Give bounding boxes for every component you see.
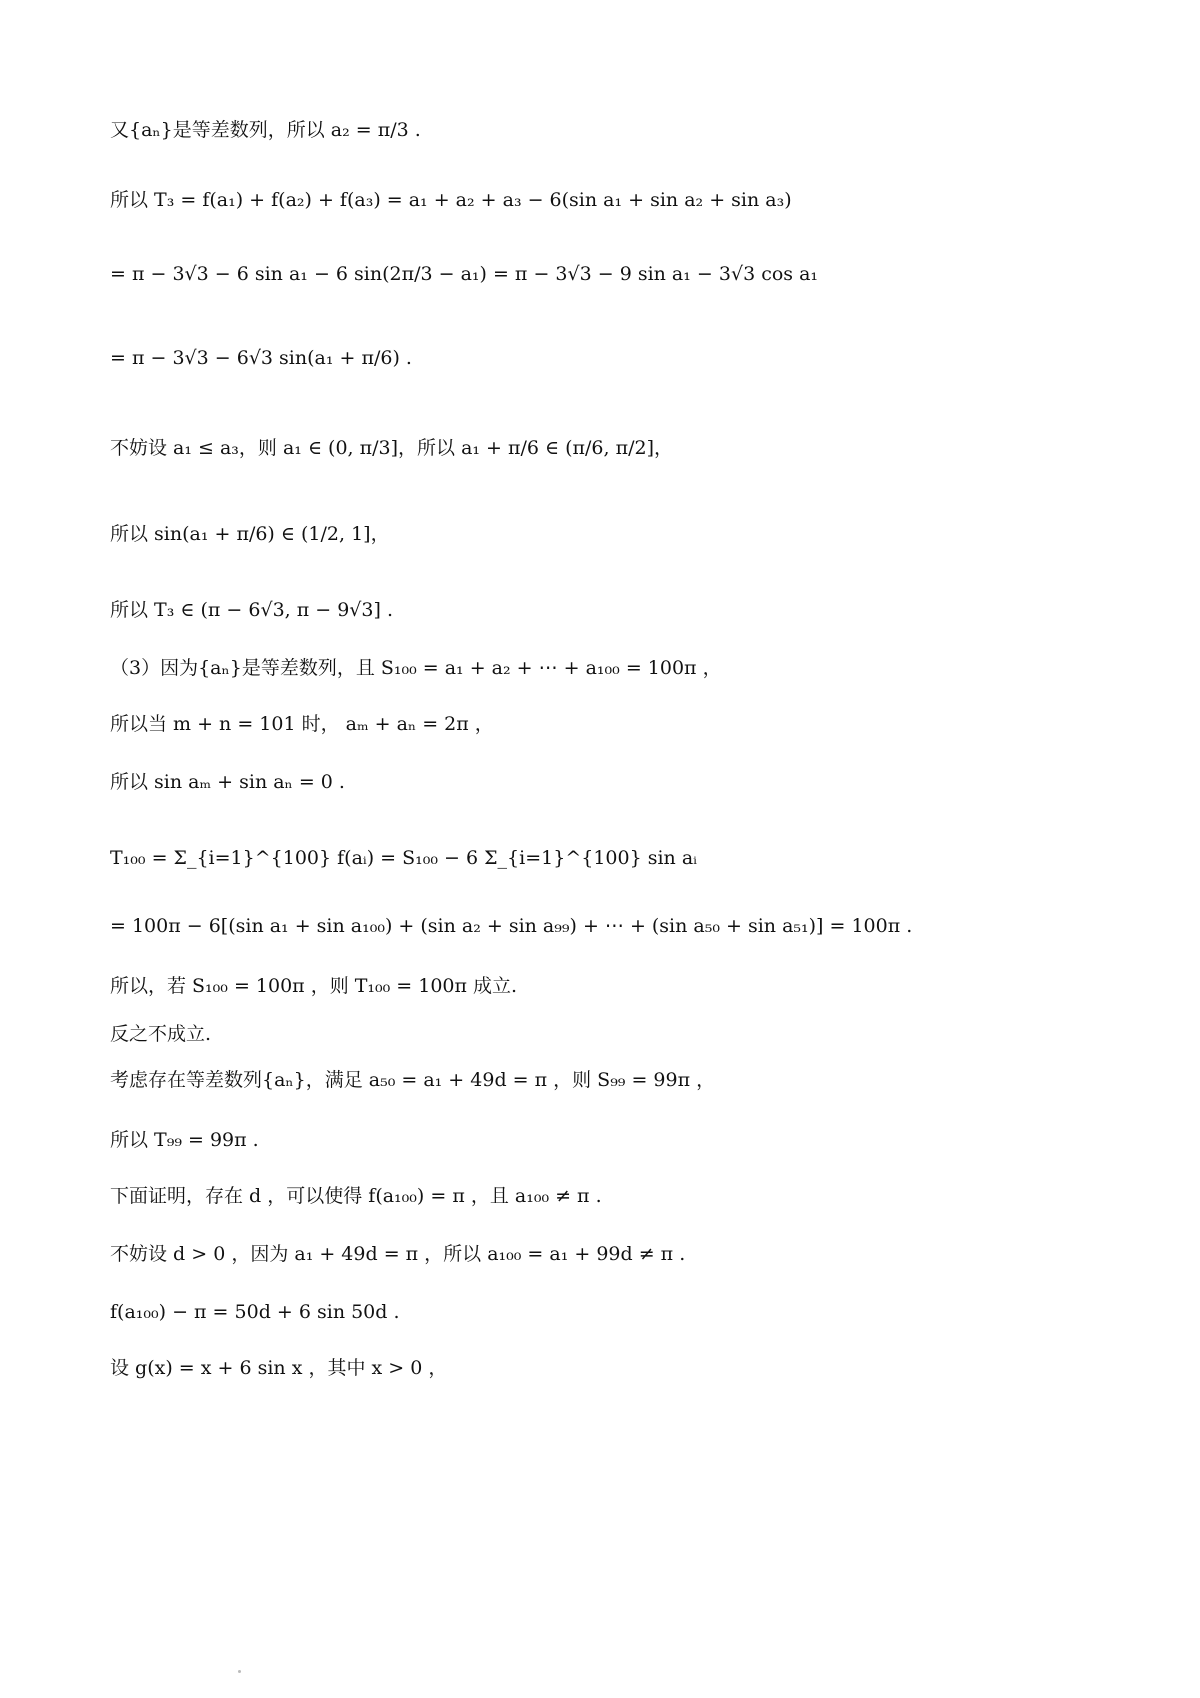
solution-line-7: 所以 T₃ ∈ (π − 6√3, π − 9√3] . bbox=[110, 599, 393, 621]
solution-line-3: = π − 3√3 − 6 sin a₁ − 6 sin(2π/3 − a₁) = π − 3√3 − 9 sin a₁ − 3√3 cos a₁ bbox=[110, 263, 819, 285]
solution-line-18: 不妨设 d > 0 ，因为 a₁ + 49d = π ，所以 a₁₀₀ = a₁ + 99d ≠ π . bbox=[110, 1243, 686, 1265]
solution-line-19: f(a₁₀₀) − π = 50d + 6 sin 50d . bbox=[110, 1301, 400, 1323]
solution-line-13: 所以，若 S₁₀₀ = 100π ，则 T₁₀₀ = 100π 成立. bbox=[110, 975, 518, 997]
solution-line-6: 所以 sin(a₁ + π/6) ∈ (1/2, 1]， bbox=[110, 523, 390, 545]
solution-line-16: 所以 T₉₉ = 99π . bbox=[110, 1129, 259, 1151]
solution-line-11: T₁₀₀ = Σ_{i=1}^{100} f(aᵢ) = S₁₀₀ − 6 Σ_{i=1}^{100} sin aᵢ bbox=[110, 847, 697, 869]
solution-line-8: （3）因为{aₙ}是等差数列，且 S₁₀₀ = a₁ + a₂ + ⋯ + a₁₀₀ = 100π ， bbox=[110, 657, 722, 679]
page-dot-mark bbox=[238, 1670, 241, 1673]
solution-line-20: 设 g(x) = x + 6 sin x ，其中 x > 0 ， bbox=[110, 1357, 448, 1379]
solution-line-10: 所以 sin aₘ + sin aₙ = 0 . bbox=[110, 771, 345, 793]
solution-line-5: 不妨设 a₁ ≤ a₃，则 a₁ ∈ (0, π/3]，所以 a₁ + π/6 ∈ (π/6, π/2]， bbox=[110, 437, 673, 459]
solution-line-14: 反之不成立. bbox=[110, 1023, 212, 1045]
solution-line-1: 又{aₙ}是等差数列，所以 a₂ = π/3 . bbox=[110, 119, 421, 141]
solution-line-15: 考虑存在等差数列{aₙ}，满足 a₅₀ = a₁ + 49d = π ，则 S₉₉ = 99π ， bbox=[110, 1069, 716, 1091]
solution-line-12: = 100π − 6[(sin a₁ + sin a₁₀₀) + (sin a₂ + sin a₉₉) + ⋯ + (sin a₅₀ + sin a₅₁)] = 100π . bbox=[110, 915, 913, 937]
solution-line-4: = π − 3√3 − 6√3 sin(a₁ + π/6) . bbox=[110, 347, 412, 369]
solution-line-9: 所以当 m + n = 101 时， aₘ + aₙ = 2π ， bbox=[110, 713, 494, 735]
solution-line-17: 下面证明，存在 d ，可以使得 f(a₁₀₀) = π ，且 a₁₀₀ ≠ π . bbox=[110, 1185, 602, 1207]
solution-line-2: 所以 T₃ = f(a₁) + f(a₂) + f(a₃) = a₁ + a₂ + a₃ − 6(sin a₁ + sin a₂ + sin a₃) bbox=[110, 189, 792, 211]
